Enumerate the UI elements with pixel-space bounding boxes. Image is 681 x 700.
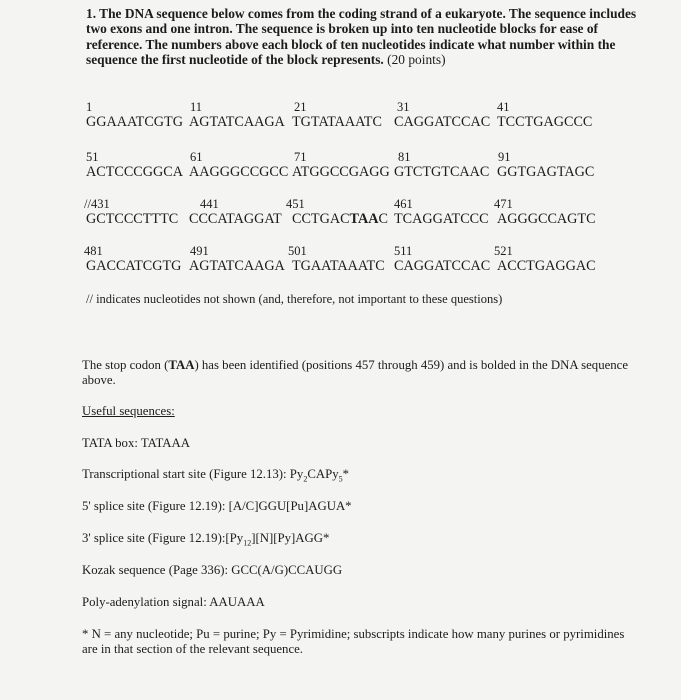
block-numbers xyxy=(86,150,666,164)
block-number: 511 xyxy=(394,244,413,258)
five-prime-splice-line: 5' splice site (Figure 12.19): [A/C]GGU[Pu]AGUA* xyxy=(82,499,352,513)
tss-asterisk: * xyxy=(342,467,350,481)
sequence-segment: GCTCCCTTTC xyxy=(86,211,179,227)
sequence-block-4 xyxy=(86,244,666,275)
block-numbers xyxy=(86,244,666,258)
tata-box-line: TATA box: TATAAA xyxy=(82,436,190,450)
points-label: (20 points) xyxy=(387,52,446,68)
stop-codon: TAA xyxy=(349,211,379,227)
block-number: 61 xyxy=(190,150,203,164)
block-number: 1 xyxy=(86,100,93,114)
sequence-segment: CAGGATCCAC xyxy=(394,114,491,130)
sequence-segment: ACTCCCGGCA xyxy=(86,164,183,180)
block-number: 491 xyxy=(190,244,209,258)
block-numbers xyxy=(86,100,666,114)
sequence-segment: TCAGGATCCC xyxy=(394,211,489,227)
block-number: 501 xyxy=(288,244,307,258)
sequence-segment: CCCATAGGAT xyxy=(189,211,282,227)
sequence-segment: AGTATCAAGA xyxy=(189,258,285,274)
sequence-block-3 xyxy=(86,197,666,228)
tss-subscript: 2 xyxy=(303,474,308,484)
useful-sequences-heading: Useful sequences: xyxy=(82,404,175,418)
question-text: 1. The DNA sequence below comes from the coding strand of a eukaryote. The sequence includes two exons and one intron. The sequence is broken up into ten nucleotide blocks for ease of reference. The numbers above each block of ten nucleotides indicate what number within the sequence the first nucleotide of the block represents. xyxy=(86,6,637,68)
stop-codon-bold: TAA xyxy=(168,358,195,372)
sequence-segment: CAGGATCCAC xyxy=(394,258,491,274)
sequence-segment: ACCTGAGGAC xyxy=(497,258,596,274)
block-number: //431 xyxy=(84,197,110,211)
block-number: 81 xyxy=(398,150,411,164)
block-number: 11 xyxy=(190,100,203,114)
block-number: 21 xyxy=(294,100,307,114)
three-prime-subscript: 12 xyxy=(243,538,252,548)
block-number: 441 xyxy=(200,197,219,211)
block-number: 31 xyxy=(397,100,410,114)
sequence-segment: AAGGGCCGCC xyxy=(189,164,289,180)
tss-mid: CAPy xyxy=(307,467,339,481)
sequence-segment: ATGGCCGAGG xyxy=(292,164,390,180)
sequence-segment: TGAATAAATC xyxy=(292,258,385,274)
note-symbol: // xyxy=(86,292,93,306)
sequence-segment: GGAAATCGTG xyxy=(86,114,183,130)
three-prime-splice-line xyxy=(82,531,329,548)
sequence-segment: TCCTGAGCCC xyxy=(497,114,593,130)
three-prime-end: ][N][Py]AGG* xyxy=(251,531,330,545)
stop-codon-text-before: The stop codon ( xyxy=(82,358,169,372)
tss-subscript: 5 xyxy=(338,474,343,484)
note-text: indicates nucleotides not shown (and, therefore, not important to these questions) xyxy=(92,292,503,306)
sequence-segment-part: CCTGAC xyxy=(292,211,350,227)
sequence-segment xyxy=(292,211,394,228)
sequence-segment: GACCATCGTG xyxy=(86,258,182,274)
sequence-block-2 xyxy=(86,150,666,181)
sequence-line xyxy=(86,164,666,181)
sequence-segment-part: C xyxy=(378,211,388,227)
sequence-segment: AGGGCCAGTC xyxy=(497,211,596,227)
transcription-start-line xyxy=(82,467,349,484)
block-number: 471 xyxy=(494,197,513,211)
block-numbers xyxy=(86,197,666,211)
sequence-segment: AGTATCAAGA xyxy=(189,114,285,130)
stop-codon-text-after: ) has been identified (positions 457 through 459) and is bolded in the DNA sequence above. xyxy=(82,358,629,387)
block-number: 91 xyxy=(498,150,511,164)
sequence-segment: TGTATAAATC xyxy=(292,114,382,130)
sequence-line xyxy=(86,211,666,228)
sequence-line xyxy=(86,114,666,131)
sequence-line xyxy=(86,258,666,275)
tss-label: Transcriptional start site (Figure 12.13): Py xyxy=(82,467,304,481)
block-number: 451 xyxy=(286,197,305,211)
sequence-block-1 xyxy=(86,100,666,131)
three-prime-label: 3' splice site (Figure 12.19):[Py xyxy=(82,531,244,545)
block-number: 71 xyxy=(294,150,307,164)
block-number: 51 xyxy=(86,150,99,164)
block-number: 521 xyxy=(494,244,513,258)
question-intro xyxy=(86,6,646,68)
footnote: * N = any nucleotide; Pu = purine; Py = Pyrimidine; subscripts indicate how many purines or pyrimidines are in that section of the relevant sequence. xyxy=(82,627,625,656)
block-number: 41 xyxy=(497,100,510,114)
stop-codon-paragraph xyxy=(82,358,642,388)
block-number: 481 xyxy=(84,244,103,258)
polya-line: Poly-adenylation signal: AAUAAA xyxy=(82,595,265,609)
sequence-segment: GGTGAGTAGC xyxy=(497,164,595,180)
omitted-nucleotides-note xyxy=(86,292,502,307)
block-number: 461 xyxy=(394,197,413,211)
kozak-line: Kozak sequence (Page 336): GCC(A/G)CCAUGG xyxy=(82,563,343,577)
sequence-segment: GTCTGTCAAC xyxy=(394,164,490,180)
